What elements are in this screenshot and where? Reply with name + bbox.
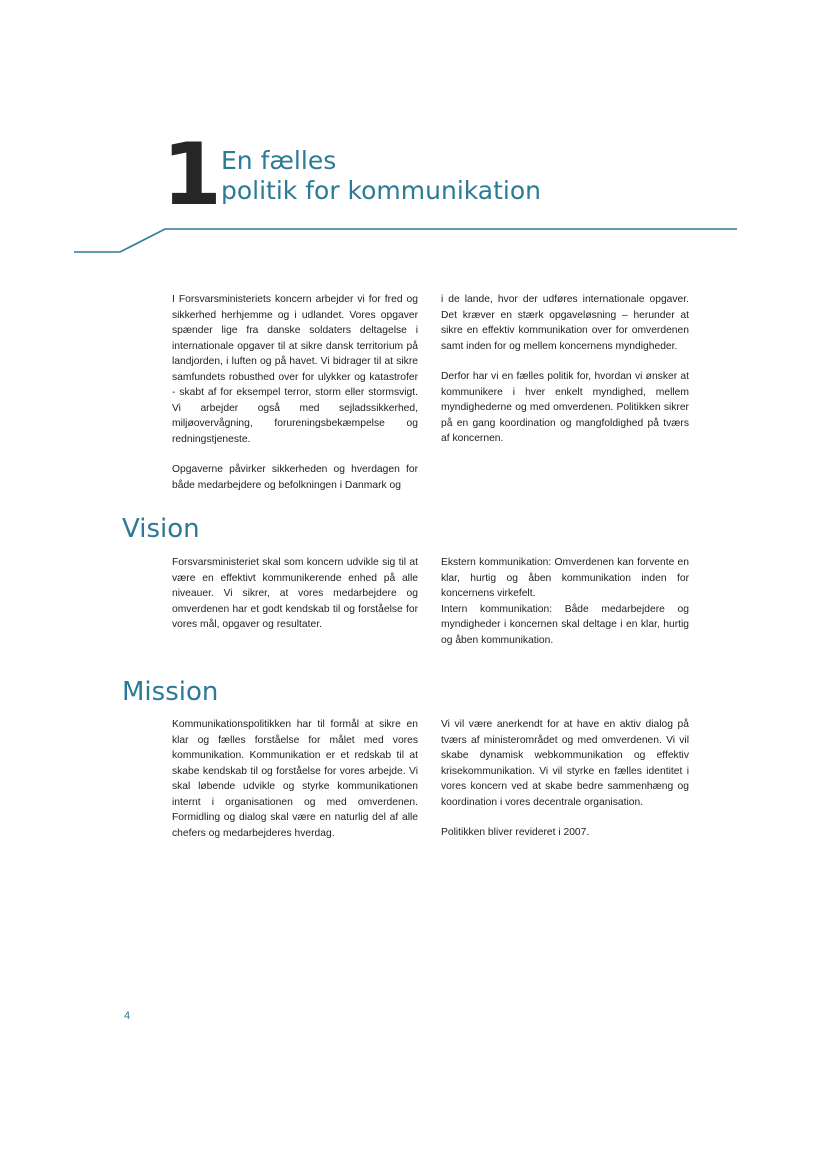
intro-right-column bbox=[441, 292, 689, 447]
mission-heading: Mission bbox=[122, 677, 219, 707]
intro-paragraph-3: i de lande, hvor der udføres internationale opgaver. Det kræver en stærk opgaveløsning – herunder at sikre en effektiv kommunikation over for omverdenen samt inden for og mellem koncernens myndigheder. bbox=[441, 294, 689, 352]
vision-right-column bbox=[441, 555, 689, 648]
mission-paragraph-right: Vi vil være anerkendt for at have en aktiv dialog på tværs af ministerområdet og med omverdenen. Vi vil skabe dynamisk webkommunikation og effektiv krisekommunikation. Vi vil styrke en fælles identitet i vores koncern ved at skabe bedre sammenhæng og koordination i vores decentrale organisation. bbox=[441, 719, 689, 808]
mission-left-column bbox=[172, 717, 418, 841]
chapter-title-line-2: politik for kommunikation bbox=[221, 176, 542, 205]
chapter-title-line-1: En fælles bbox=[221, 146, 337, 175]
vision-left-column bbox=[172, 555, 418, 633]
mission-paragraph: Kommunikationspolitikken har til formål at sikre en klar og fælles forståelse for målet med vores kommunikation. Kommunikation er et redskab til at skabe kendskab til og forståelse for vores arbejde. Vi skal løbende udvikle og styrke kommunikationen internt i organisationen og med omverdenen. Formidling og dialog skal være en naturlig del af alle chefers og medarbejderes hverdag. bbox=[172, 719, 418, 839]
intro-paragraph-2: Opgaverne påvirker sikkerheden og hverdagen for både medarbejdere og befolkningen i Danmark og bbox=[172, 464, 418, 491]
intro-left-column bbox=[172, 292, 418, 493]
vision-paragraph: Forsvarsministeriet skal som koncern udvikle sig til at være en effektivt kommunikerende enhed på alle niveauer. Vi sikrer, at vores medarbejdere og omverdenen har et godt kendskab til og forståelse for vores mål, opgaver og resultater. bbox=[172, 557, 418, 630]
intro-paragraph-4: Derfor har vi en fælles politik for, hvordan vi ønsker at kommunikere i hver enkelt myndighed, mellem myndighederne og med omverdenen. Politikken sikrer på en gang koordination og mangfoldighed på tværs af koncernen. bbox=[441, 371, 689, 444]
chapter-title bbox=[221, 146, 541, 206]
header-divider-rule bbox=[0, 220, 828, 260]
vision-internal-communication: Intern kommunikation: Både medarbejdere og myndigheder i koncernen skal deltage i en klar, hurtig og åben kommunikation. bbox=[441, 603, 689, 646]
intro-paragraph-1: I Forsvarsministeriets koncern arbejder vi for fred og sikkerhed herhjemme og i udlandet. Vores opgaver spænder lige fra danske soldaters deltagelse i internationale opgaver til at sikre dansk territorium på landjorden, i luften og på havet. Vi bidrager til at sikre samfundets robusthed over for ulykker og katastrofer - skabt af for eksempel terror, storm eller stormsvigt. Vi arbejder også med sejladssikkerhed, miljøovervågning, forureningsbekæmpelse og redningstjeneste. bbox=[172, 294, 418, 445]
revision-note: Politikken bliver revideret i 2007. bbox=[441, 827, 590, 838]
vision-external-communication: Ekstern kommunikation: Omverdenen kan forvente en klar, hurtig og åben kommunikation inden for koncernens virkefelt. bbox=[441, 557, 689, 599]
mission-right-column bbox=[441, 717, 689, 841]
page-number: 4 bbox=[124, 1010, 131, 1022]
chapter-number: 1 bbox=[162, 125, 220, 225]
vision-heading: Vision bbox=[122, 514, 200, 544]
